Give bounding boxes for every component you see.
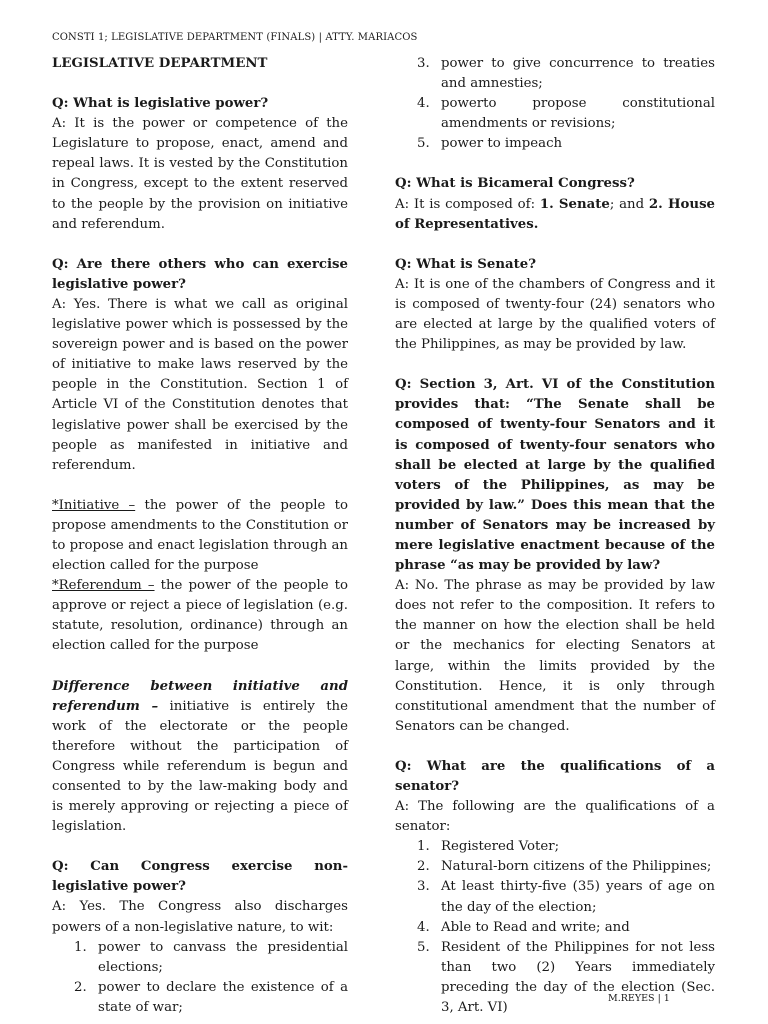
- question-legislative-power: Q: What is legislative power?: [52, 96, 269, 112]
- initiative-term: *Initiative –: [52, 497, 136, 513]
- left-column: [52, 54, 348, 1018]
- page-footer: M.REYES | 1: [608, 993, 670, 1004]
- initiative-text: the power of the people to propose amendments to the Constitution or to propose and enact legislation through an election called for the purpose: [52, 497, 349, 574]
- referendum-definition: [52, 576, 348, 656]
- list-item: 5. Resident of the Philippines for not less than two (2) Years immediately preceding the day of the election (Sec. 3, Art. VI): [417, 939, 715, 1016]
- answer-section-3: A: No. The phrase as may be provided by law does not refer to the composition. It refers to the manner on how the election shall be held or the mechanics for electing Senators at large, within the limits provided by the Constitution. Hence, it is only through constitutional amendment that the number of Senators can be changed.: [395, 578, 715, 734]
- question-section-3: Q: Section 3, Art. VI of the Constitution provides that: “The Senate shall be composed of twenty-four Senators and it is composed of twenty-four senators who shall be elected at large by the qualified voters of the Philippines, as may be provided by law.” Does this mean that the number of Senators may be increased by mere legislative enactment because of the phrase “as may be provided by law?: [395, 377, 715, 574]
- list-item: 2. power to declare the existence of a state of war;: [74, 979, 348, 1015]
- section-title: LEGISLATIVE DEPARTMENT: [52, 56, 268, 71]
- powers-list-left: [52, 938, 348, 1018]
- question-others-exercise: Q: Are there others who can exercise legislative power?: [52, 256, 348, 292]
- list-item: 4. powerto propose constitutional amendments or revisions;: [417, 96, 715, 132]
- difference-paragraph: [52, 677, 348, 838]
- answer-non-legislative: A: Yes. The Congress also discharges powers of a non-legislative nature, to wit:: [52, 899, 348, 935]
- initiative-definition: [52, 496, 348, 576]
- powers-list-right: [395, 54, 715, 154]
- difference-text: initiative is entirely the work of the electorate or the people therefore without the participation of Congress while referendum is begun and consented to by the law-making body and is merely approving or rejecting a piece of legislation.: [52, 698, 348, 835]
- answer-bicameral: A: It is composed of: 1. Senate; and 2. House of Representatives.: [395, 196, 716, 232]
- answer-others-exercise: A: Yes. There is what we call as original legislative power which is possessed by the sovereign power and is based on the power of initiative to make laws reserved by the people in the Constitution. Section 1 of Article VI of the Constitution denotes that legislative power shall be exercised by the people as manifested in initiative and referendum.: [52, 296, 348, 473]
- list-item: 3. At least thirty-five (35) years of age on the day of the election;: [417, 879, 715, 915]
- right-column: [395, 54, 715, 1018]
- page-header: CONSTI 1; LEGISLATIVE DEPARTMENT (FINALS) | ATTY. MARIACOS: [52, 32, 418, 43]
- list-item: 1. Registered Voter;: [417, 839, 560, 855]
- answer-senate: A: It is one of the chambers of Congress and it is composed of twenty-four (24) senators who are elected at large by the qualified voters of the Philippines, as may be provided by law.: [395, 276, 715, 353]
- question-non-legislative: Q: Can Congress exercise non-legislative power?: [52, 859, 348, 895]
- list-item: 4. Able to Read and write; and: [417, 919, 630, 935]
- list-item: 2. Natural-born citizens of the Philippines;: [417, 859, 712, 875]
- list-item: 5. power to impeach: [417, 136, 563, 152]
- difference-heading: Difference between initiative and referendum –: [52, 678, 348, 714]
- referendum-term: *Referendum –: [52, 578, 155, 594]
- referendum-text: the power of the people to approve or reject a piece of legislation (e.g. statute, resolution, ordinance) through an election called for the purpose: [52, 578, 348, 654]
- list-item: 1. power to canvass the presidential elections;: [74, 939, 348, 975]
- question-senate: Q: What is Senate?: [395, 256, 537, 272]
- answer-qualifications: A: The following are the qualifications of a senator:: [395, 799, 715, 835]
- question-qualifications: Q: What are the qualifications of a senator?: [395, 758, 715, 794]
- qualifications-list: [395, 837, 715, 1018]
- house-label: 2. House of Representatives.: [395, 196, 716, 232]
- list-item: 3. power to give concurrence to treaties and amnesties;: [417, 56, 715, 92]
- senate-label: 1. Senate: [539, 196, 610, 212]
- answer-legislative-power: A: It is the power or competence of the Legislature to propose, enact, amend and repeal laws. It is vested by the Constitution in Congress, except to the extent reserved to the people by the provision on initiative and referendum.: [52, 116, 348, 232]
- question-bicameral: Q: What is Bicameral Congress?: [395, 176, 635, 192]
